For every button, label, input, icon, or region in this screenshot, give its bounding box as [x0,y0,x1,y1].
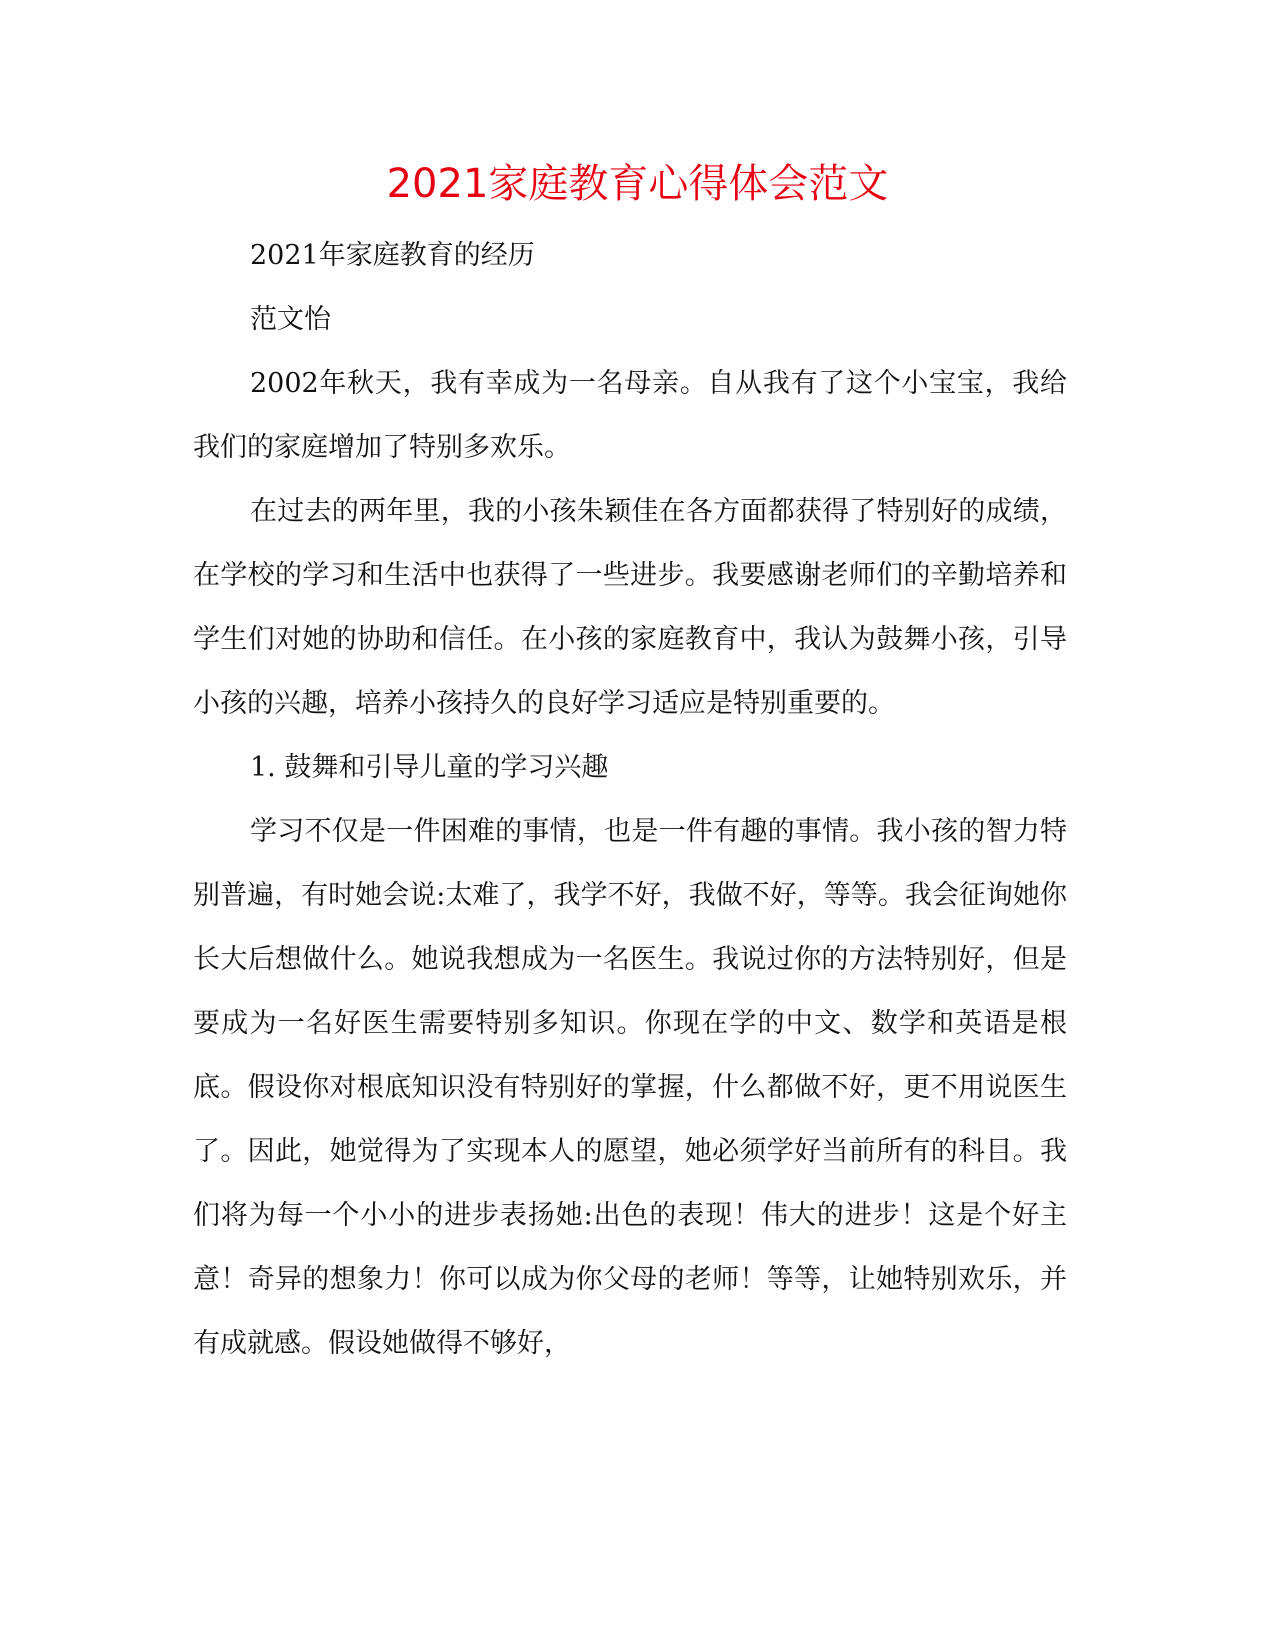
document-body [193,224,1067,1376]
document-title: 2021家庭教育心得体会范文 [386,161,889,207]
paragraph: 学习不仅是一件困难的事情，也是一件有趣的事情。我小孩的智力特别普遍，有时她会说:太难了，我学不好，我做不好，等等。我会征询她你长大后想做什么。她说我想成为一名医生。我说过你的方法特别好，但是要成为一名好医生需要特别多知识。你现在学的中文、数学和英语是根底。假设你对根底知识没有特别好的掌握，什么都做不好，更不用说医生了。因此，她觉得为了实现本人的愿望，她必须学好当前所有的科目。我们将为每一个小小的进步表扬她:出色的表现！伟大的进步！这是个好主意！奇异的想象力！你可以成为你父母的老师！等等，让她特别欢乐，并有成就感。假设她做得不够好， [193,816,1067,1359]
paragraph: 在过去的两年里，我的小孩朱颖佳在各方面都获得了特别好的成绩，在学校的学习和生活中也获得了一些进步。我要感谢老师们的辛勤培养和学生们对她的协助和信任。在小孩的家庭教育中，我认为鼓舞小孩，引导小孩的兴趣，培养小孩持久的良好学习适应是特别重要的。 [193,496,1067,719]
paragraph: 2002年秋天，我有幸成为一名母亲。自从我有了这个小宝宝，我给我们的家庭增加了特别多欢乐。 [193,368,1067,463]
section-heading: 1. 鼓舞和引导儿童的学习兴趣 [250,752,609,783]
paragraph-author: 范文怡 [250,304,331,335]
paragraph-heading: 2021年家庭教育的经历 [250,240,535,271]
